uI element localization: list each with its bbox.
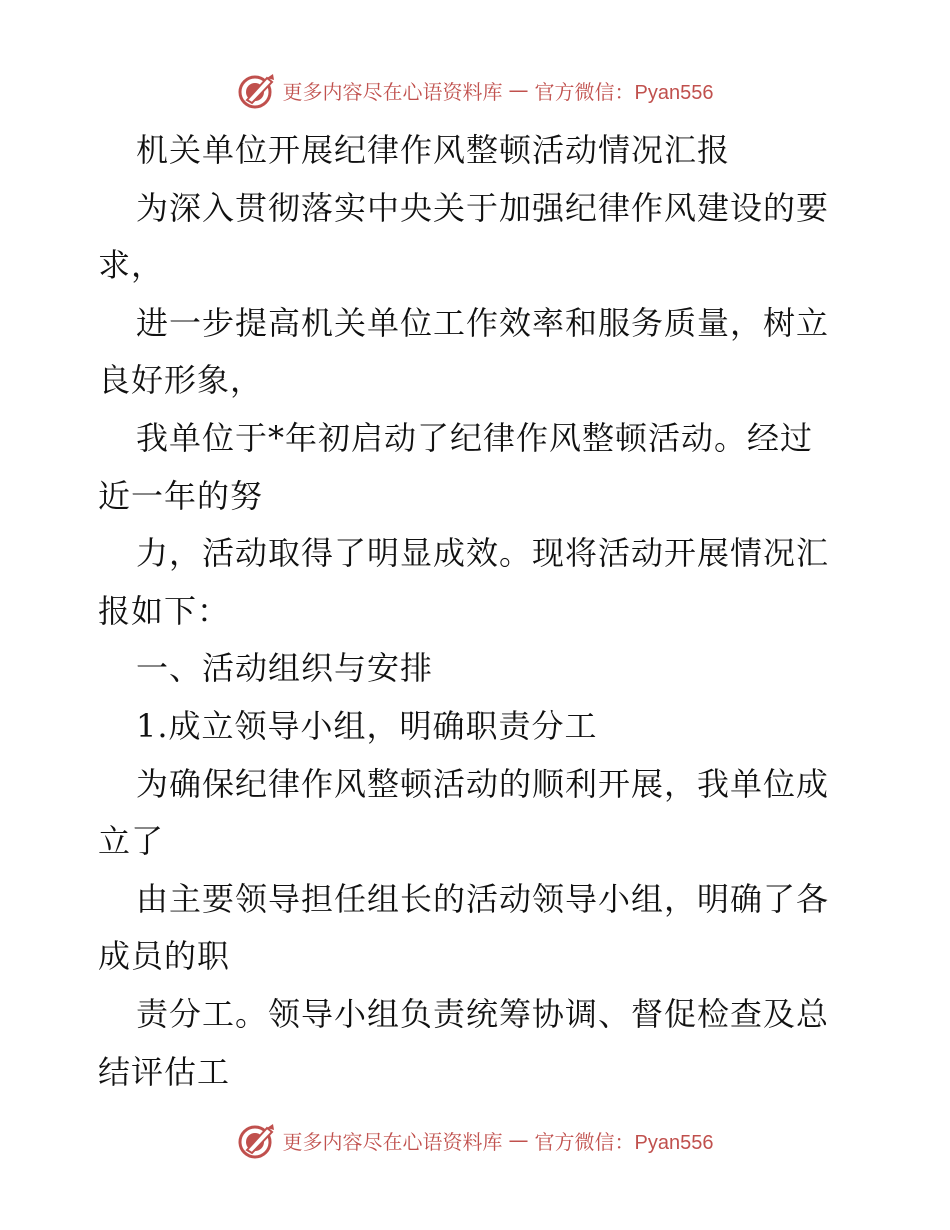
text-line: 为确保纪律作风整顿活动的顺利开展，我单位成 [136, 764, 830, 803]
footer-banner [0, 1118, 950, 1162]
text-line: 由主要领导担任组长的活动领导小组，明确了各 [136, 879, 830, 918]
text-line: 良好形象， [98, 361, 264, 400]
text-line: 为深入贯彻落实中央关于加强纪律作风建设的要 [136, 188, 830, 227]
text-line: 进一步提高机关单位工作效率和服务质量，树立 [136, 303, 830, 342]
text-line: 1.成立领导小组，明确职责分工 [136, 706, 598, 745]
text-line: 近一年的努 [98, 476, 264, 515]
text-line: 我单位于*年初启动了纪律作风整顿活动。经过 [136, 418, 814, 457]
text-line: 报如下： [98, 591, 231, 630]
banner-title: 更多内容尽在心语资料库 [282, 79, 503, 104]
text-line: 立了 [98, 822, 165, 861]
text-line: 结评估工 [98, 1052, 231, 1091]
banner-dash: — [508, 78, 529, 102]
text-line: 机关单位开展纪律作风整顿活动情况汇报 [136, 131, 731, 169]
banner-wechat: 官方微信：Pyan556 [534, 81, 714, 104]
pen-logo-icon [237, 1120, 277, 1160]
text-line: 力，活动取得了明显成效。现将活动开展情况汇 [136, 534, 830, 573]
text-line: 责分工。领导小组负责统筹协调、督促检查及总 [136, 994, 830, 1033]
banner-title: 更多内容尽在心语资料库 [282, 1129, 503, 1154]
document-body [98, 122, 858, 1101]
banner-wechat: 官方微信：Pyan556 [534, 1131, 714, 1154]
pen-logo-icon [237, 70, 277, 110]
text-line: 求， [98, 246, 165, 285]
banner-dash: — [508, 1128, 529, 1152]
text-line: 成员的职 [98, 937, 231, 976]
header-banner [0, 68, 950, 112]
text-line: 一、活动组织与安排 [136, 649, 434, 688]
